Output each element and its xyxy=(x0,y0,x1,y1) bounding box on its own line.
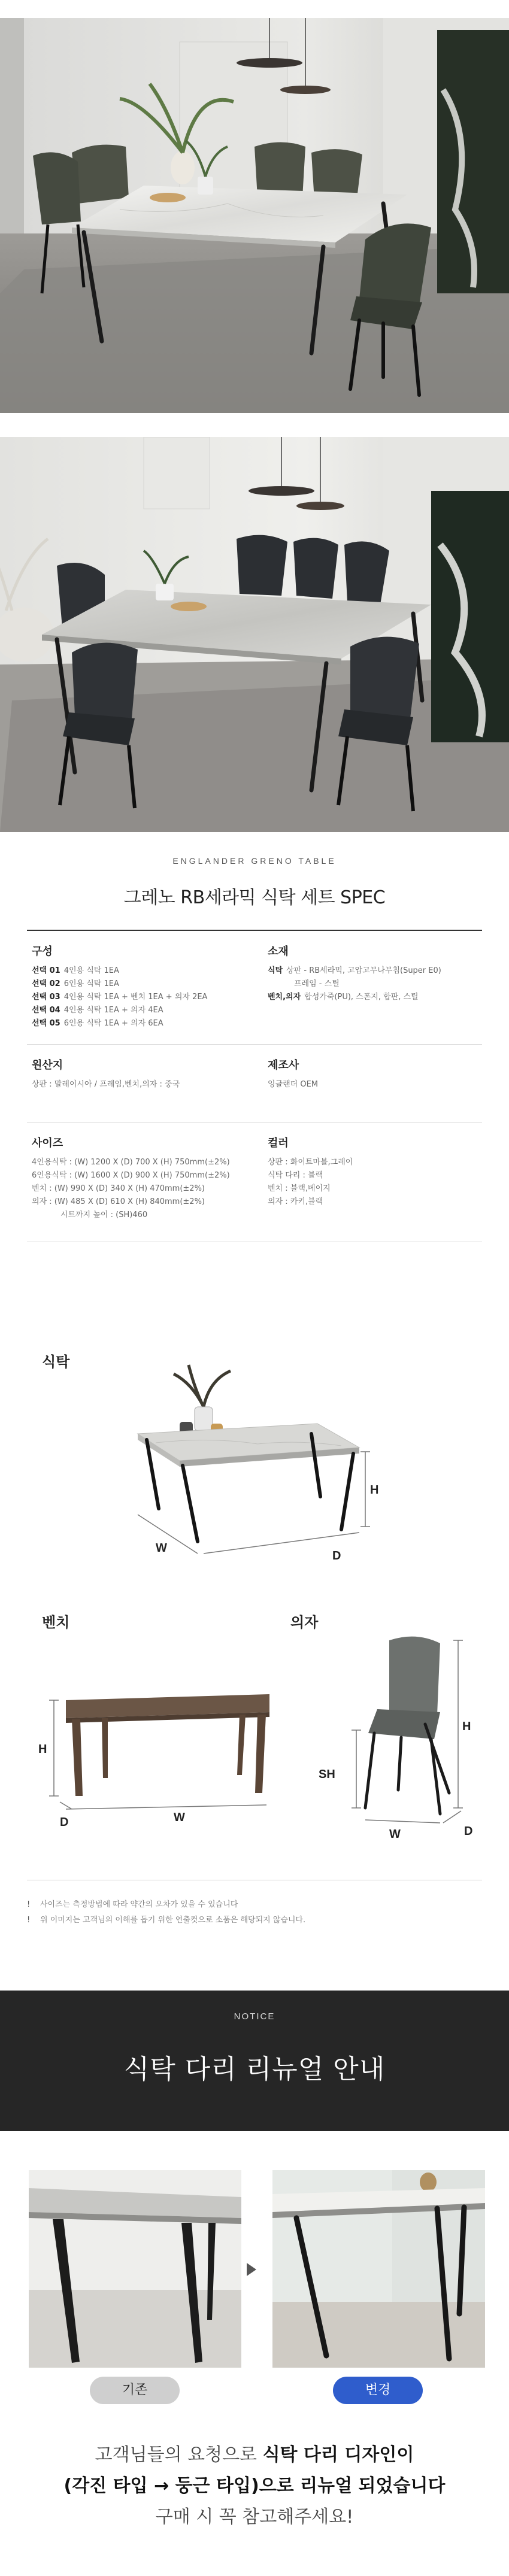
spec-heading-size: 사이즈 xyxy=(32,1137,63,1149)
spec-maker xyxy=(255,1045,482,1122)
spec-row-origin xyxy=(27,1045,482,1122)
origin-value: 상판 : 말레이시아 / 프레임,벤치,의자 : 중국 xyxy=(32,1080,180,1089)
product-photo-khaki-chairs xyxy=(0,18,509,413)
exclamation-icon: ! xyxy=(27,1916,31,1925)
spec-heading-composition: 구성 xyxy=(32,945,53,958)
diagram-label-table: 식탁 xyxy=(42,1354,70,1370)
new-type-badge: 변경 xyxy=(333,2377,423,2404)
composition-option: 선택 04 4인용 식탁 1EA + 의자 4EA xyxy=(32,1006,163,1015)
dim-sh-label: SH xyxy=(319,1768,335,1781)
color-line: 의자 : 카키,블랙 xyxy=(268,1197,323,1206)
dim-d-label: D xyxy=(60,1816,69,1829)
spec-origin xyxy=(27,1045,255,1122)
new-leg-photo xyxy=(272,2170,485,2368)
dim-w-label: W xyxy=(156,1542,167,1555)
dim-w-label: W xyxy=(389,1828,401,1841)
renewal-message-line2: (각진 타입 → 둥근 타입)으로 리뉴얼 되었습니다 xyxy=(63,2475,446,2496)
old-leg-photo xyxy=(29,2170,241,2368)
spec-row-composition xyxy=(27,931,482,1045)
new-leg-illustration xyxy=(272,2170,485,2368)
spec-heading-maker: 제조사 xyxy=(268,1059,299,1072)
product-photo-khaki-illustration xyxy=(0,18,509,413)
table-dimension-diagram xyxy=(120,1317,395,1568)
dim-h-label: H xyxy=(38,1743,47,1756)
size-line: 6인용식탁 : (W) 1600 X (D) 900 X (H) 750mm(±2%) xyxy=(32,1171,230,1180)
size-line: 의자 : (W) 485 X (D) 610 X (H) 840mm(±2%) xyxy=(32,1197,205,1206)
spec-heading-origin: 원산지 xyxy=(32,1059,63,1072)
chair-dimension-diagram xyxy=(311,1610,503,1844)
diagram-label-bench: 벤치 xyxy=(42,1614,70,1631)
old-leg-illustration xyxy=(29,2170,241,2368)
arrow-right-icon xyxy=(247,2263,256,2276)
material-table-frame: 프레임 - 스틸 xyxy=(294,979,340,988)
composition-option: 선택 02 6인용 식탁 1EA xyxy=(32,979,119,988)
spec-heading-color: 컬러 xyxy=(268,1137,289,1149)
size-line: 4인용식탁 : (W) 1200 X (D) 700 X (H) 750mm(±2%) xyxy=(32,1158,230,1167)
brand-subtitle: ENGLANDER GRENO TABLE xyxy=(172,856,337,866)
notes xyxy=(27,1880,482,1928)
product-photo-black-illustration xyxy=(0,437,509,832)
diagram-label-chair: 의자 xyxy=(290,1614,319,1631)
renewal-message-line3: 구매 시 꼭 참고해주세요! xyxy=(155,2507,354,2528)
spec-table xyxy=(27,930,482,1242)
composition-option: 선택 03 4인용 식탁 1EA + 벤치 1EA + 의자 2EA xyxy=(32,993,208,1002)
spec-row-size xyxy=(27,1122,482,1242)
dim-d-label: D xyxy=(464,1825,473,1838)
renewal-message-line1: 고객님들의 요청으로 식탁 다리 디자인이 xyxy=(95,2444,414,2465)
composition-option: 선택 05 6인용 식탁 1EA + 의자 6EA xyxy=(32,1019,163,1028)
old-type-badge: 기존 xyxy=(90,2377,180,2404)
bench-dimension-diagram xyxy=(30,1652,281,1832)
note-item: ! 사이즈는 측정방법에 따라 약간의 오차가 있을 수 있습니다 xyxy=(27,1897,482,1913)
product-photo-black-chairs xyxy=(0,437,509,832)
color-line: 상판 : 화이트마블,그레이 xyxy=(268,1158,353,1167)
renewal-message xyxy=(0,2440,509,2533)
spec-size xyxy=(27,1122,255,1242)
notice-title: 식탁 다리 리뉴얼 안내 xyxy=(123,2054,386,2085)
material-table: 식탁 상판 - RB세라믹, 고압고무나무칩(Super E0) xyxy=(268,966,441,975)
color-line: 식탁 다리 : 블랙 xyxy=(268,1171,323,1180)
size-line: 벤치 : (W) 990 X (D) 340 X (H) 470mm(±2%) xyxy=(32,1184,205,1193)
spec-color xyxy=(255,1122,482,1242)
dim-d-label: D xyxy=(332,1549,341,1562)
color-line: 벤치 : 블랙,베이지 xyxy=(268,1184,331,1193)
note-item: ! 위 이미지는 고객님의 이해를 돕기 위한 연출컷으로 소품은 해당되지 않습니다. xyxy=(27,1913,482,1928)
spec-material xyxy=(255,931,482,1044)
exclamation-icon: ! xyxy=(27,1900,31,1909)
maker-value: 잉글랜더 OEM xyxy=(268,1080,319,1089)
dim-w-label: W xyxy=(174,1811,185,1824)
spec-heading-material: 소재 xyxy=(268,945,289,958)
dim-h-label: H xyxy=(462,1720,471,1733)
spec-composition xyxy=(27,931,255,1044)
material-chair: 벤치,의자 합성가죽(PU), 스폰지, 합판, 스틸 xyxy=(268,993,419,1002)
spec-title: 그레노 RB세라믹 식탁 세트 SPEC xyxy=(123,887,386,908)
size-seat-height: 시트까지 높이 : (SH)460 xyxy=(60,1210,148,1219)
notice-banner xyxy=(0,1991,509,2131)
dim-h-label: H xyxy=(370,1483,379,1497)
composition-option: 선택 01 4인용 식탁 1EA xyxy=(32,966,119,975)
notice-label: NOTICE xyxy=(234,2011,275,2022)
